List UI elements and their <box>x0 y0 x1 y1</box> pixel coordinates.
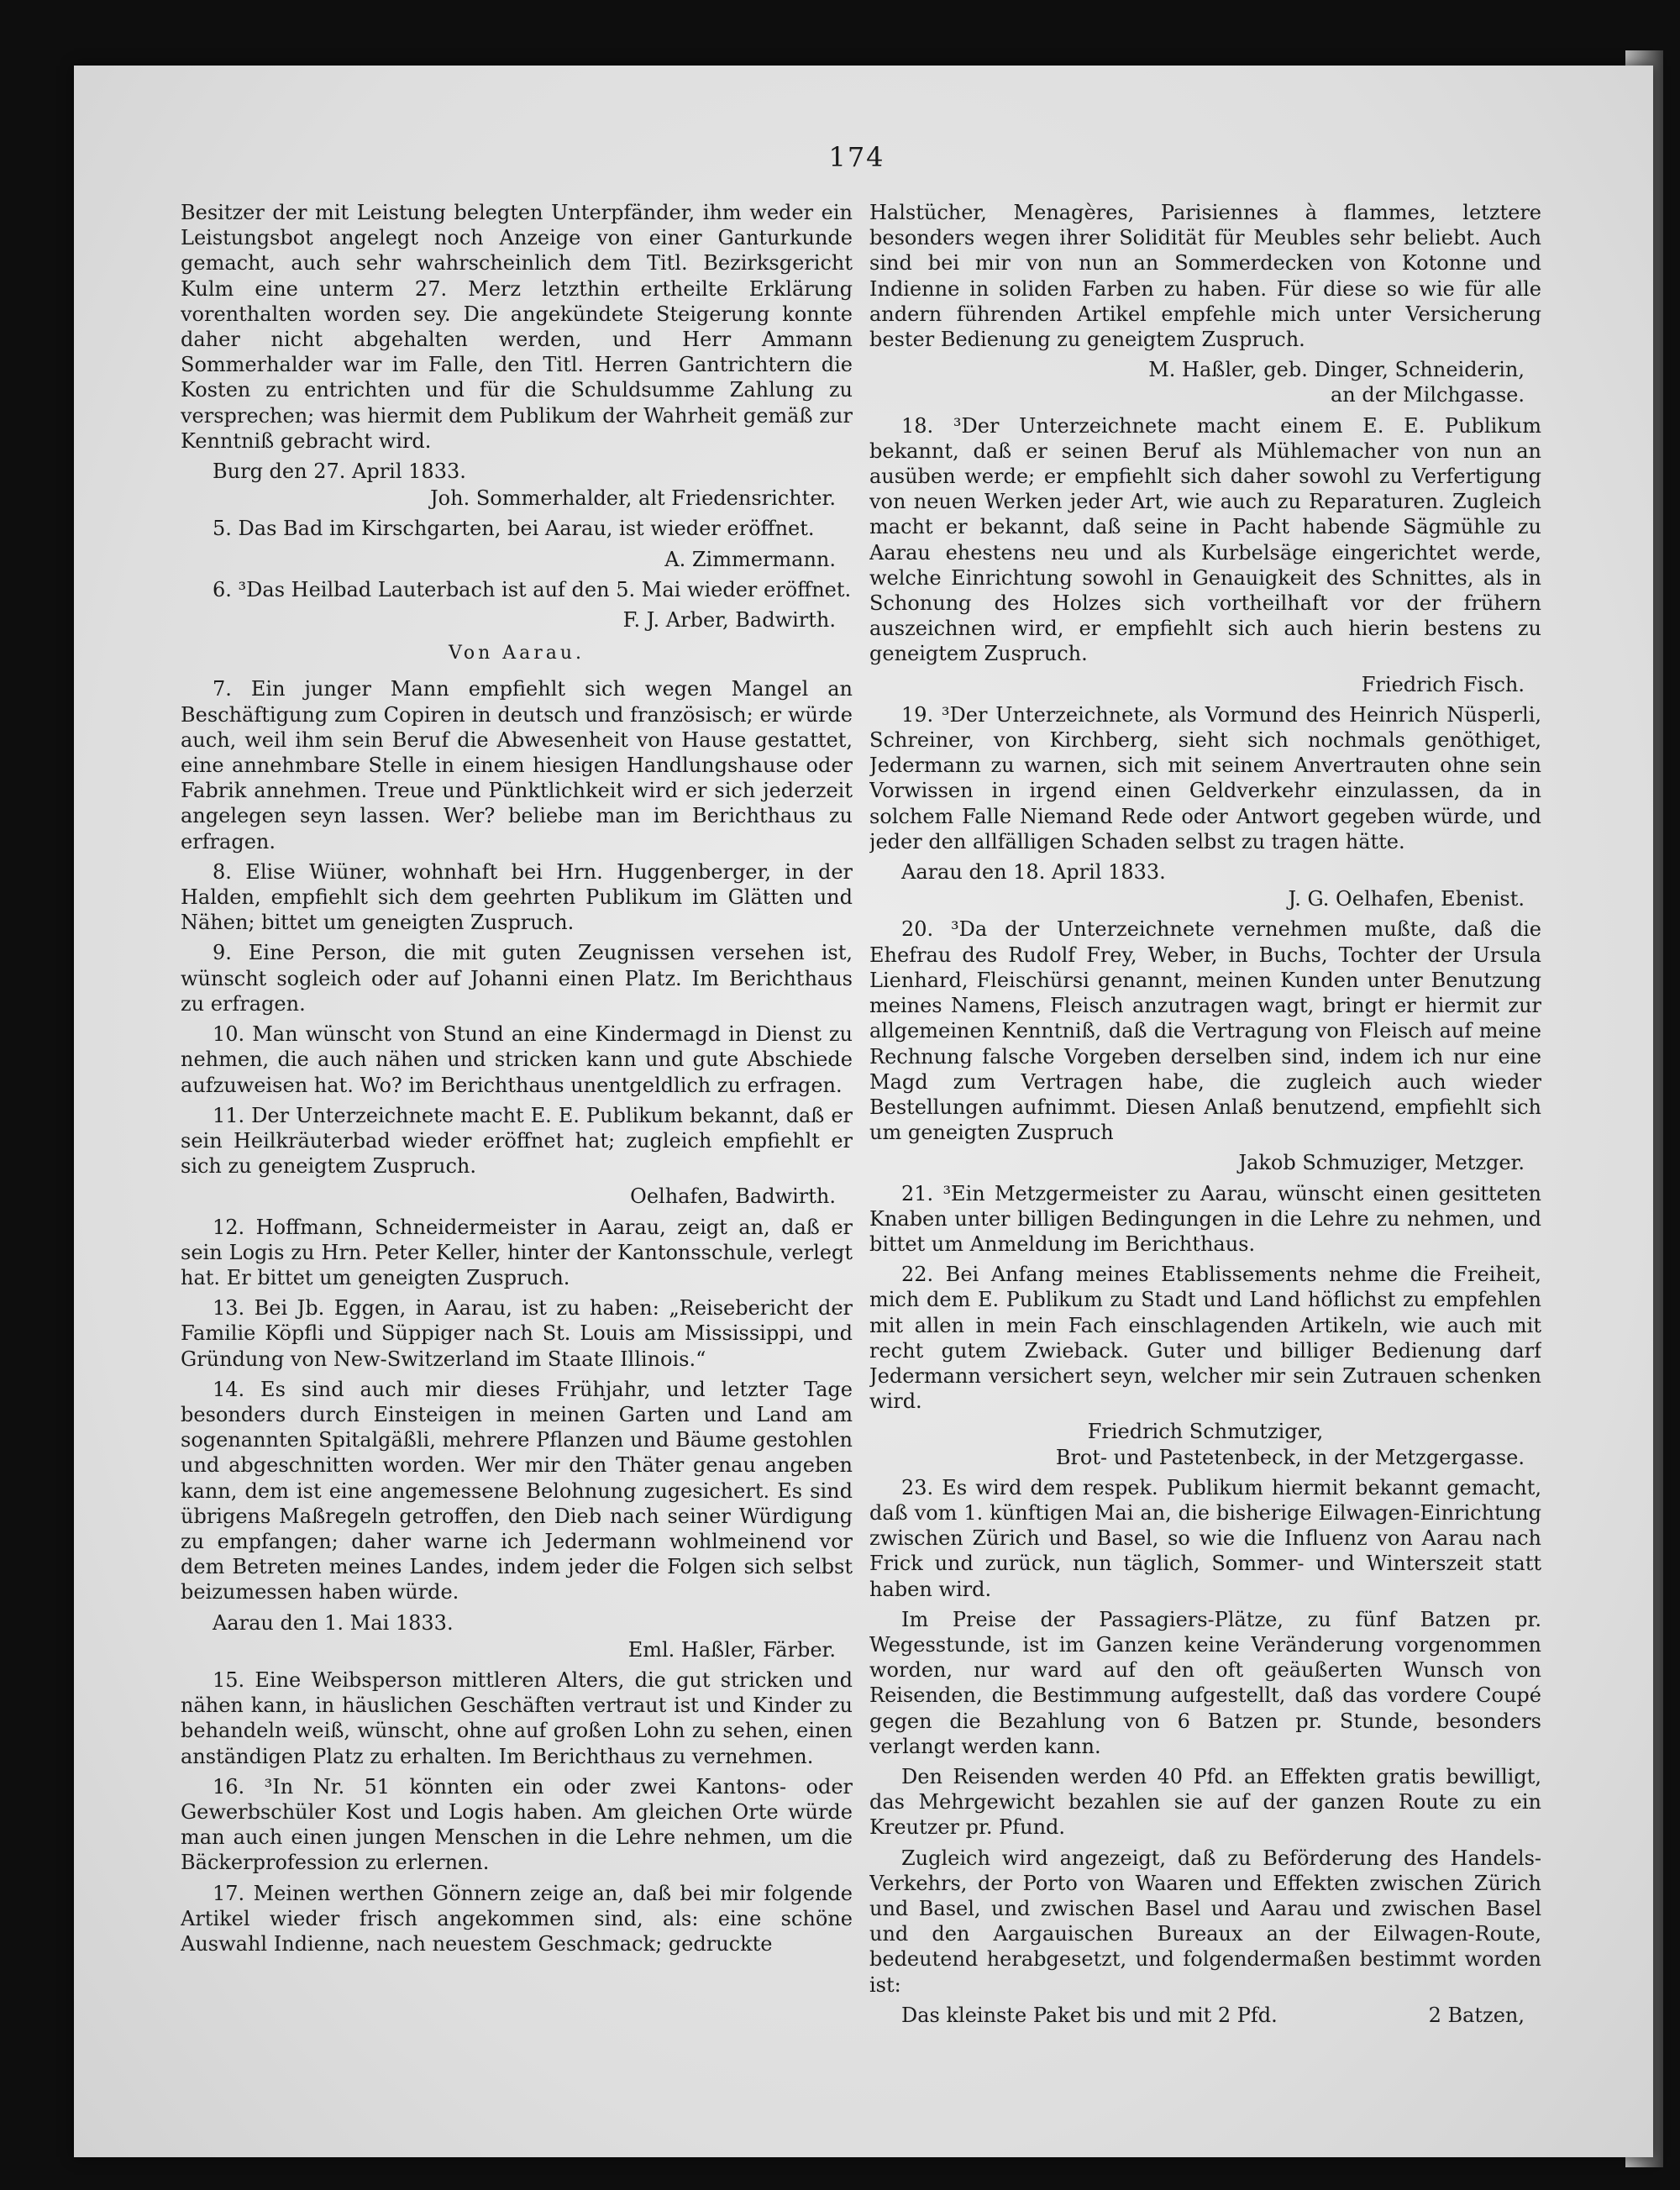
ad-12-text: 12. Hoffmann, Schneidermeister in Aarau, zeigt an, daß er sein Logis zu Hrn. Peter Keller, hinter der Kantonsschule, verlegt hat. Er bittet um geneigten Zuspruch. <box>181 1215 853 1289</box>
ad-20-text: 20. ³Da der Unterzeichnete vernehmen mußte, daß die Ehefrau des Rudolf Frey, Weber, in Buchs, Tochter der Ursula Lienhard, Fleischürsi genannt, meinen Kunden unter Benutzung meines Namens, Fleisch anzutragen wagt, bringt er hiermit zur allgemeinen Kenntniß, daß die Vertragung von Fleisch auf meine Rechnung falsche Vorgeben derselben sind, indem ich nur eine Magd zum Vertragen habe, die zugleich auch wieder Bestellungen aufnimmt. Diesen Anlaß benutzend, empfiehlt sich um geneigten Zuspruch <box>869 917 1541 1145</box>
ad-5-signature: A. Zimmermann. <box>664 547 836 571</box>
price-row-value: 2 Batzen, <box>1428 2003 1525 2027</box>
ad-15-text: 15. Eine Weibsperson mittleren Alters, die gut stricken und nähen kann, in häuslichen Geschäften vertraut ist und Kinder zu behandeln weiß, wünscht, ohne auf großen Lohn zu sehen, einen anständigen Platz zu erhalten. Im Berichthaus zu vernehmen. <box>181 1667 853 1768</box>
ad-17-signature-line1: M. Haßler, geb. Dinger, Schneiderin, <box>1148 358 1525 382</box>
intro-continuation: Besitzer der mit Leistung belegten Unterpfänder, ihm weder ein Leistungsbot angelegt noch Anzeige von einer Ganturkunde gemacht, auch sehr wahrscheinlich dem Titl. Bezirksgericht Kulm eine unterm 27. Merz letzthin ertheilte Erklärung vorenthalten worden sey. Die angekündete Steigerung konnte daher nicht abgehalten werden, und Herr Ammann Sommerhalder war im Falle, den Titl. Herren Gantrichtern die Kosten zu entrichten und für die Schuldsumme Zahlung zu versprechen; was hiermit dem Publikum der Wahrheit gemäß zur Kenntniß gebracht wird. <box>181 201 853 453</box>
ad-9-text: 9. Eine Person, die mit guten Zeugnissen versehen ist, wünscht sogleich oder auf Johanni einen Platz. Im Berichthaus zu erfragen. <box>181 941 853 1016</box>
ad-8-text: 8. Elise Wiüner, wohnhaft bei Hrn. Huggenberger, in der Halden, empfiehlt sich dem geehrten Publikum im Glätten und Nähen; bittet um geneigten Zuspruch. <box>181 859 853 935</box>
ad-7-text: 7. Ein junger Mann empfiehlt sich wegen Mangel an Beschäftigung zum Copiren in deutsch und französisch; er würde auch, weil ihm sein Beruf die Abwesenheit von Hause gestattet, eine annehmbare Stelle in einem hiesigen Handlungshause oder Fabrik annehmen. Treue und Pünktlichkeit wird er sich jederzeit angelegen seyn lassen. Wer? beliebe man im Berichthaus zu erfragen. <box>181 677 853 853</box>
ad-11-text: 11. Der Unterzeichnete macht E. E. Publikum bekannt, daß er sein Heilkräuterbad wieder eröffnet hat; zugleich empfiehlt er sich zu geneigtem Zuspruch. <box>181 1103 853 1179</box>
intro-signature: Joh. Sommerhalder, alt Friedensrichter. <box>430 486 836 511</box>
ad-14-signature: Eml. Haßler, Färber. <box>627 1637 836 1662</box>
ad-6-text: 6. ³Das Heilbad Lauterbach ist auf den 5. Mai wieder eröffnet. <box>213 577 852 601</box>
ad-17-continuation: Halstücher, Menagères, Parisiennes à flammes, letztere besonders wegen ihrer Solidität für Meubles sehr beliebt. Auch sind bei mir von nun an Sommerdecken von Kotonne und Indienne in soliden Farben zu haben. Für diese so wie für alle andern führenden Artikel empfehle mich unter Versicherung bester Bedienung zu geneigtem Zuspruch. <box>869 201 1541 352</box>
ad-13-text: 13. Bei Jb. Eggen, in Aarau, ist zu haben: „Reisebericht der Familie Köpfli und Süppiger nach St. Louis am Mississippi, und Gründung von New-Switzerland im Staate Illinois.“ <box>181 1296 853 1371</box>
ad-16-text: 16. ³In Nr. 51 könnten ein oder zwei Kantons- oder Gewerbschüler Kost und Logis haben. Am gleichen Orte würde man auch einen jungen Menschen in die Lehre nehmen, um die Bäckerprofession zu erlernen. <box>181 1774 853 1875</box>
section-heading: Von Aarau. <box>448 643 585 664</box>
intro-date: Burg den 27. April 1833. <box>213 460 466 484</box>
ad-21-text: 21. ³Ein Metzgermeister zu Aarau, wünscht einen gesitteten Knaben unter billigen Bedingungen in die Lehre zu nehmen, und bittet um Anmeldung im Berichthaus. <box>869 1181 1541 1256</box>
page-number: 174 <box>828 141 885 173</box>
ad-22-text: 22. Bei Anfang meines Etablissements nehme die Freiheit, mich dem E. Publikum zu Stadt und Land höflichst zu empfehlen mit allen in mein Fach einschlagenden Artikeln, wie auch mit recht gutem Zwieback. Guter und billiger Bedienung darf Jedermann versichert seyn, welcher mir sein Zutrauen schenken wird. <box>869 1263 1541 1414</box>
ad-17-signature-line2: an der Milchgasse. <box>1330 383 1525 407</box>
ad-23-para3: Den Reisenden werden 40 Pfd. an Effekten gratis bewilligt, das Mehrgewicht bezahlen sie auf der ganzen Route zu ein Kreutzer pr. Pfund. <box>869 1764 1541 1840</box>
ad-19-date: Aarau den 18. April 1833. <box>901 860 1166 885</box>
ad-11-signature: Oelhafen, Badwirth. <box>630 1184 836 1209</box>
price-row <box>869 2003 1541 2028</box>
ad-14-date: Aarau den 1. Mai 1833. <box>213 1610 454 1635</box>
ad-18-signature: Friedrich Fisch. <box>1361 672 1525 696</box>
left-column <box>181 200 853 2082</box>
ad-17-text: 17. Meinen werthen Gönnern zeige an, daß bei mir folgende Artikel wieder frisch angekommen sind, als: eine schöne Auswahl Indienne, nach neuestem Geschmack; gedruckte <box>181 1881 853 1956</box>
ad-10-text: 10. Man wünscht von Stund an eine Kindermagd in Dienst zu nehmen, die auch nähen und stricken kann und gute Abschiede aufzuweisen hat. Wo? im Berichthaus unentgeldlich zu erfragen. <box>181 1022 853 1097</box>
ad-23-para4: Zugleich wird angezeigt, daß zu Beförderung des Handels-Verkehrs, der Porto von Waaren und Effekten zwischen Zürich und Basel, und zwischen Basel und Aarau und zwischen Basel und den Aargauischen Bureaux an der Eilwagen-Route, bedeutend herabgesetzt, und folgendermaßen bestimmt worden ist: <box>869 1846 1541 1997</box>
ad-18-text: 18. ³Der Unterzeichnete macht einem E. E. Publikum bekannt, daß er seinen Beruf als Mühlemacher von nun an ausüben werde; er empfiehlt sich daher sowohl zu Verfertigung von neuen Werken jeder Art, wie auch zu Reparaturen. Zugleich macht er bekannt, daß seine in Pacht habende Sägmühle zu Aarau ehestens neu und als Kurbelsäge eingerichtet werde, welche Einrichtung sowohl in Genauigkeit des Schnittes, als in Schonung des Holzes sich vortheilhaft vor der frühern auszeichnen wird, er empfiehlt sich auch hierin bestens zu geneigtem Zuspruch. <box>869 413 1541 666</box>
ad-22-signature-line2: Brot- und Pastetenbeck, in der Metzgergasse. <box>1055 1445 1525 1469</box>
ad-20-signature: Jakob Schmuziger, Metzger. <box>1238 1151 1525 1175</box>
ad-23-para2: Im Preise der Passagiers-Plätze, zu fünf Batzen pr. Wegesstunde, ist im Ganzen keine Veränderung vorgenommen worden, nur ward auf den oft geäußerten Wunsch von Reisenden, die Bestimmung aufgestellt, daß das vordere Coupé gegen die Bezahlung von 6 Batzen pr. Stunde, besonders verlangt werden kann. <box>869 1607 1541 1758</box>
ad-6-signature: F. J. Arber, Badwirth. <box>622 608 836 633</box>
price-row-label: Das kleinste Paket bis und mit 2 Pfd. <box>901 2003 1278 2027</box>
ad-19-signature: J. G. Oelhafen, Ebenist. <box>1288 887 1525 911</box>
ad-14-text: 14. Es sind auch mir dieses Frühjahr, und letzter Tage besonders durch Einsteigen in meinen Garten und Land am sogenannten Spitalgäßli, mehrere Pflanzen und Bäume gestohlen und abgeschnitten worden. Wer mir den Thäter genau angeben kann, dem ist eine angemessene Belohnung zugesichert. Es sind übrigens Maßregeln getroffen, den Dieb nach seiner Würdigung zu empfangen; daher warne ich Jedermann wohlmeinend vor dem Betreten meines Landes, indem jeder die Folgen sich selbst beizumessen haben würde. <box>181 1377 853 1604</box>
ad-23-text: 23. Es wird dem respek. Publikum hiermit bekannt gemacht, daß vom 1. künftigen Mai an, die bisherige Eilwagen-Einrichtung zwischen Zürich und Basel, so wie die Influenz von Aarau nach Frick und zurück, nun täglich, Sommer- und Winterszeit statt haben wird. <box>869 1475 1541 1601</box>
right-column <box>869 200 1541 2082</box>
ad-5-text: 5. Das Bad im Kirschgarten, bei Aarau, ist wieder eröffnet. <box>213 517 815 541</box>
ad-22-signature-line1: Friedrich Schmutziger, <box>1087 1420 1324 1444</box>
ad-19-text: 19. ³Der Unterzeichnete, als Vormund des Heinrich Nüsperli, Schreiner, von Kirchberg, sieht sich nochmals genöthiget, Jedermann zu warnen, sich mit seinem Anvertrauten ohne sein Vorwissen in irgend einen Geldverkehr einzulassen, da in solchem Falle Niemand Rede oder Antwort gegeben würde, und jeder den allfälligen Schaden selbst zu tragen hätte. <box>869 702 1541 853</box>
